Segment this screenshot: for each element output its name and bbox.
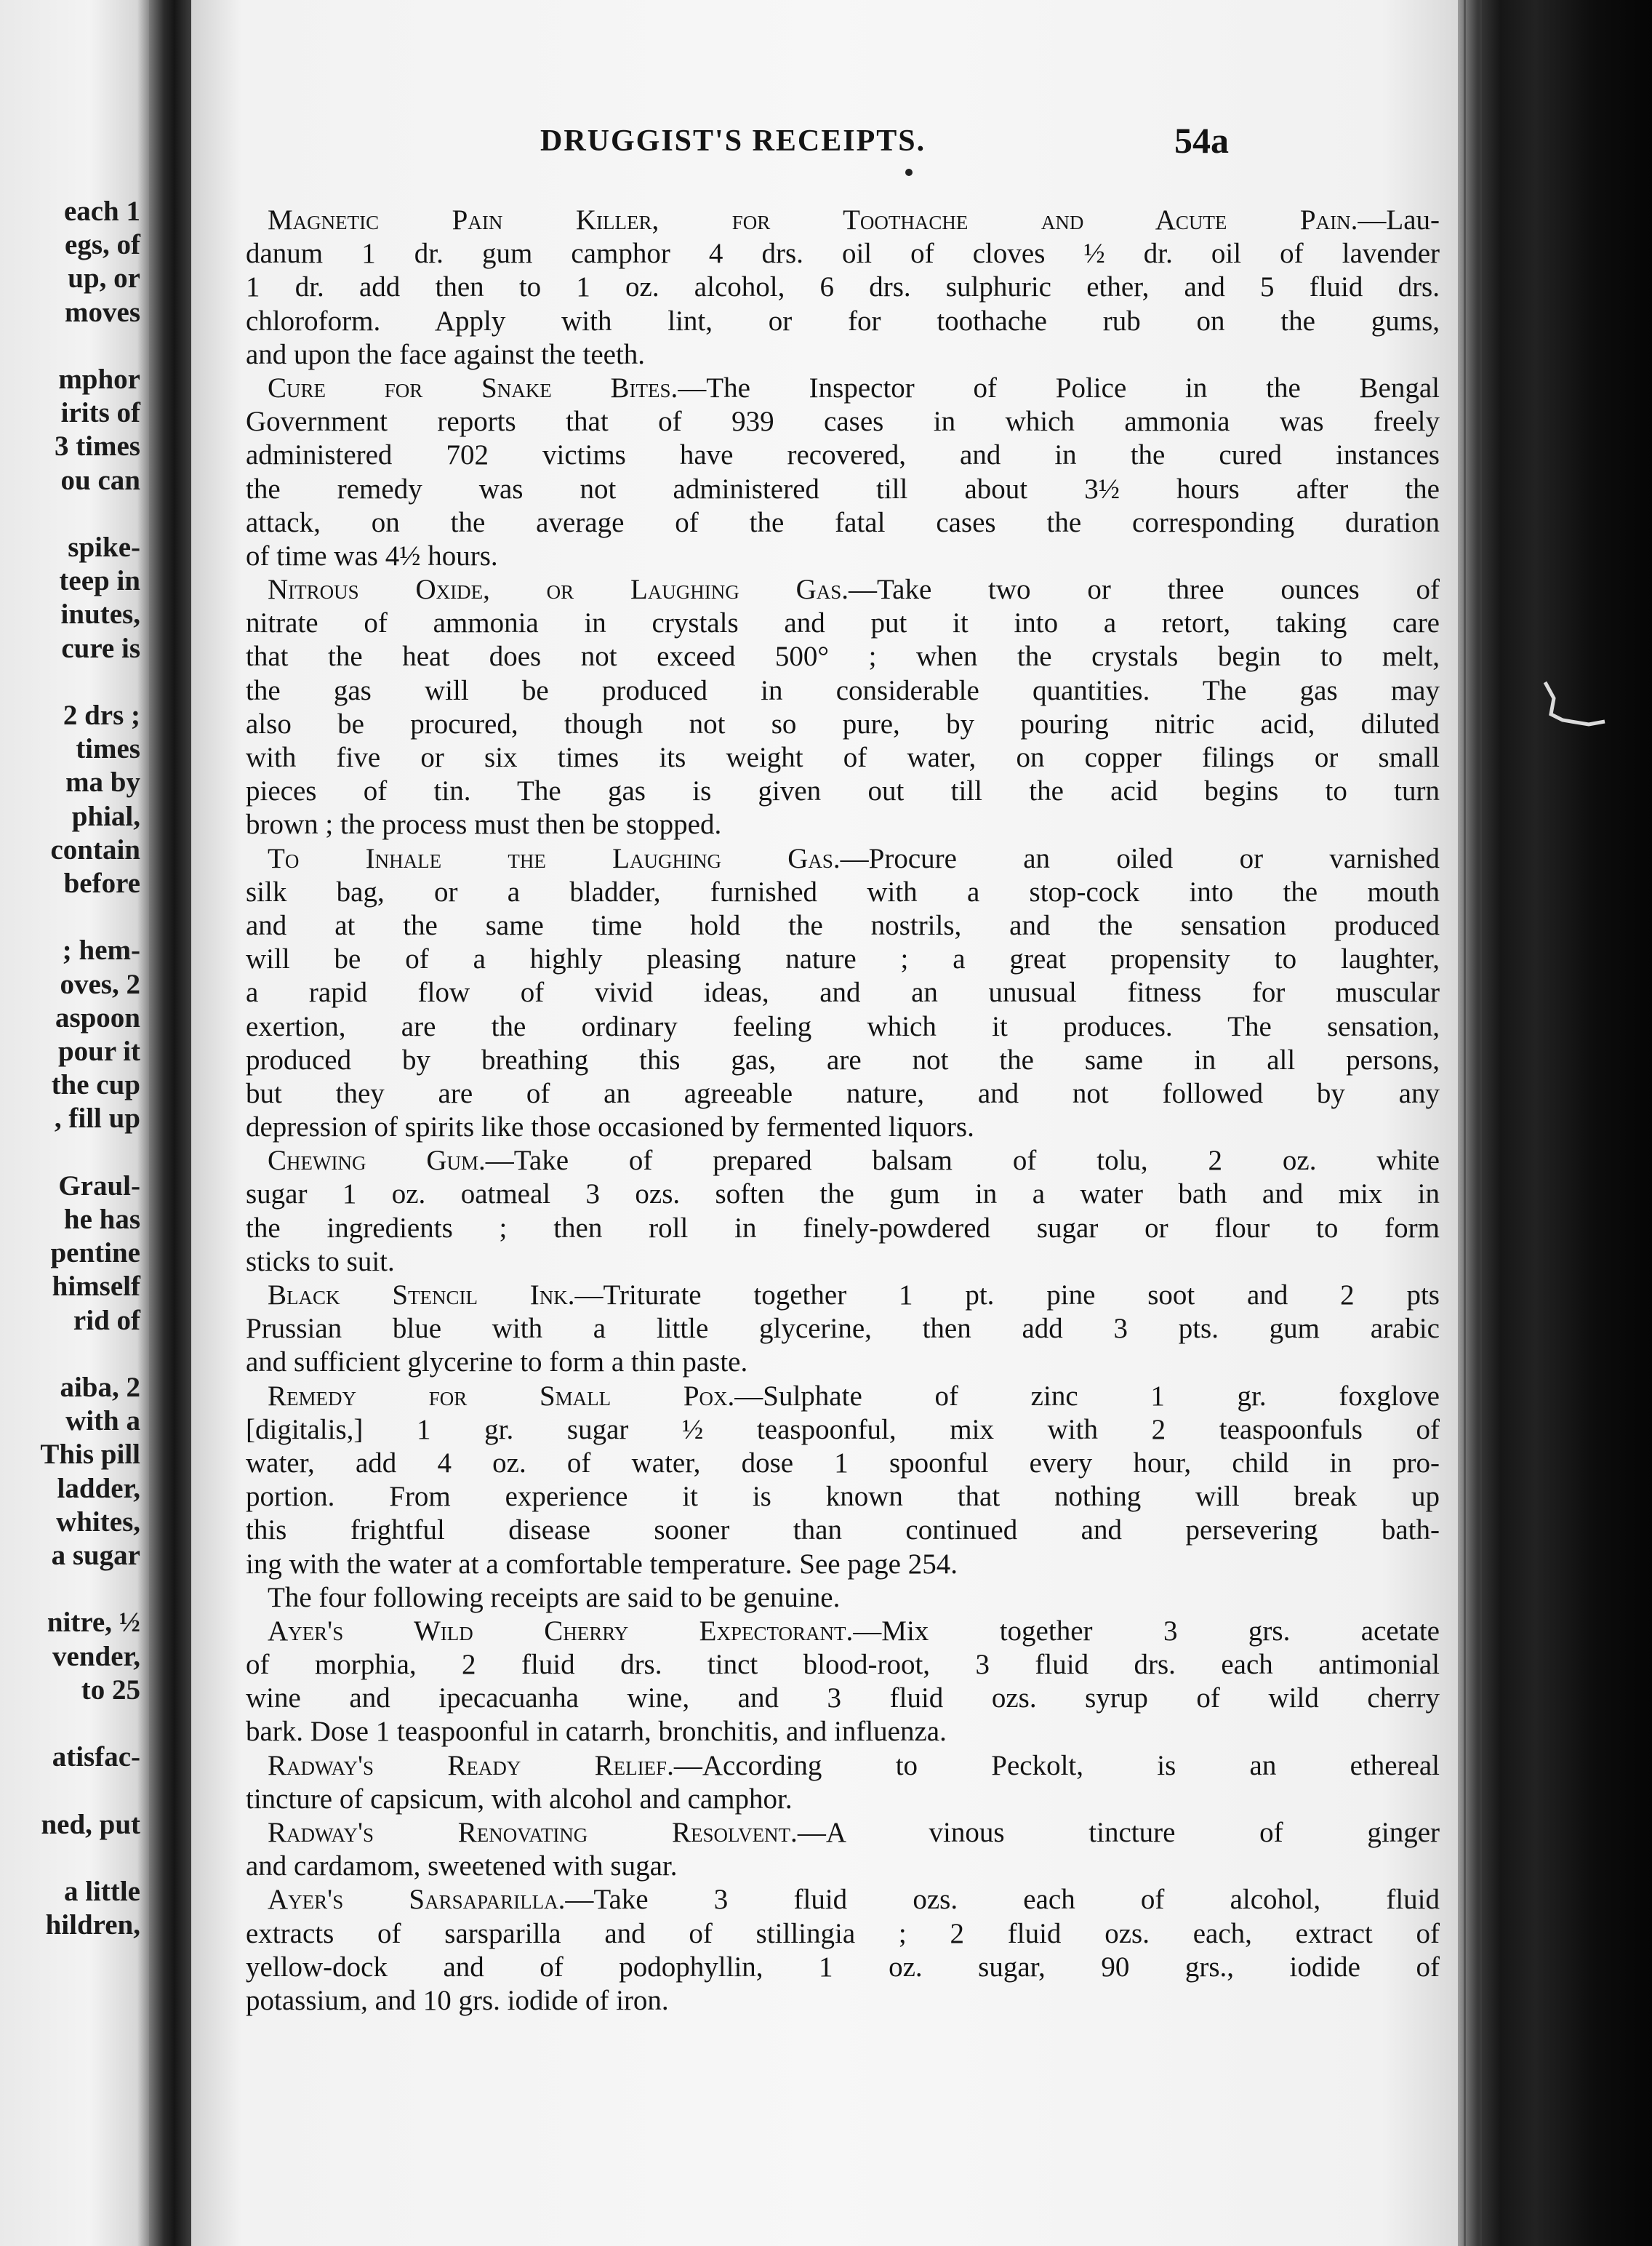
recipe-title: Radway's Ready Relief. (268, 1749, 674, 1781)
line-text: Government reports that of 939 cases in which ammonia was freely (246, 406, 1440, 438)
left-page-fragment: nitre, ½ (47, 1607, 140, 1639)
left-page-fragment: This pill (40, 1439, 140, 1471)
recipe-title: Radway's Renovating Resolvent. (268, 1817, 798, 1848)
recipe-heading-line (246, 1615, 1440, 1648)
line-text: Prussian blue with a little glycerine, then add 3 pts. gum arabic (246, 1313, 1440, 1345)
body-text-line (246, 1951, 1440, 1984)
left-page-fragment: ned, put (41, 1808, 140, 1840)
left-page-fragment: mphor (58, 364, 140, 395)
left-page-fragment: spike- (68, 532, 140, 563)
left-page-fragment: vender, (52, 1640, 140, 1672)
left-page-fragment: the cup (51, 1069, 140, 1101)
body-text-line (246, 741, 1440, 775)
body-text-line (246, 1548, 1440, 1581)
body-text-line (246, 1715, 1440, 1749)
left-page-fragment: oves, 2 (60, 968, 140, 1000)
line-text: and cardamom, sweetened with sugar. (246, 1850, 678, 1882)
recipe-heading-line (246, 573, 1440, 607)
left-page-fragment: teep in (59, 565, 140, 597)
line-text: attack, on the average of the fatal cases the corresponding duration (246, 506, 1440, 538)
recipe-heading-line (246, 1279, 1440, 1312)
body-text-line (246, 1581, 1440, 1615)
left-page-fragment: with a (65, 1405, 140, 1437)
line-text: sticks to suit. (246, 1245, 395, 1277)
page-number: 54a (1174, 120, 1229, 161)
left-page-fragment: ou can (60, 464, 140, 496)
line-text: chloroform. Apply with lint, or for toothache rub on the gums, (246, 305, 1440, 337)
line-text: but they are of an agreeable nature, and not followed by any (246, 1077, 1440, 1109)
recipe-heading-line (246, 204, 1440, 237)
line-text: the remedy was not administered till about 3½ hours after the (246, 473, 1440, 505)
recipe-title: Magnetic Pain Killer, for Toothache and Acute Pain. (268, 204, 1358, 236)
line-text: potassium, and 10 grs. iodide of iron. (246, 1984, 669, 2016)
left-page-fragment: aspoon (55, 1002, 140, 1034)
body-text-line (246, 1850, 1440, 1883)
line-text: of morphia, 2 fluid drs. tinct blood-root, 3 fluid drs. each antimonial (246, 1649, 1440, 1681)
line-text: —Procure an oiled or varnished (840, 842, 1440, 874)
body-text-line (246, 909, 1440, 943)
page-body-text (246, 204, 1440, 2018)
book-page (191, 0, 1458, 2246)
body-text-line (246, 1648, 1440, 1682)
line-text: —Sulphate of zinc 1 gr. foxglove (734, 1380, 1440, 1412)
body-text-line (246, 943, 1440, 976)
page-stack-edge (1458, 0, 1652, 2246)
recipe-title: Remedy for Small Pox. (268, 1380, 735, 1412)
line-text: portion. From experience it is known that nothing will break up (246, 1481, 1440, 1513)
line-text: silk bag, or a bladder, furnished with a stop-cock into the mouth (246, 876, 1440, 908)
left-page-fragment: atisfac- (52, 1741, 140, 1773)
recipe-title: To Inhale the Laughing Gas. (268, 842, 841, 874)
line-text: the gas will be produced in considerable quantities. The gas may (246, 674, 1440, 706)
line-text: depression of spirits like those occasioned by fermented liquors. (246, 1111, 974, 1143)
body-text-line (246, 439, 1440, 472)
line-text: —Take 3 fluid ozs. each of alcohol, fluid (565, 1884, 1440, 1916)
left-page-fragment: a little (63, 1876, 140, 1907)
line-text: bark. Dose 1 teaspoonful in catarrh, bronchitis, and influenza. (246, 1716, 947, 1748)
recipe-title: Nitrous Oxide, or Laughing Gas. (268, 574, 849, 606)
left-page-fragment: up, or (68, 263, 140, 295)
line-text: danum 1 dr. gum camphor 4 drs. oil of cloves ½ dr. oil of lavender (246, 238, 1440, 270)
line-text: wine and ipecacuanha wine, and 3 fluid ozs. syrup of wild cherry (246, 1682, 1440, 1714)
body-text-line (246, 473, 1440, 506)
line-text: and sufficient glycerine to form a thin paste. (246, 1346, 748, 1378)
line-text: yellow-dock and of podophyllin, 1 oz. sugar, 90 grs., iodide of (246, 1951, 1440, 1983)
left-page-fragment: egs, of (65, 229, 140, 261)
body-text-line (246, 338, 1440, 372)
left-page-fragment: ma by (65, 767, 140, 799)
line-text: sugar 1 oz. oatmeal 3 ozs. soften the gum in a water bath and mix in (246, 1178, 1440, 1210)
body-text-line (246, 1413, 1440, 1447)
recipe-heading-line (246, 1883, 1440, 1917)
line-text: administered 702 victims have recovered, and in the cured instances (246, 439, 1440, 471)
recipe-title: Ayer's Wild Cherry Expectorant. (268, 1615, 854, 1647)
left-page-fragment: Graul- (58, 1170, 140, 1202)
left-page-fragment: contain (50, 834, 140, 866)
left-page-fragment: he has (63, 1204, 140, 1235)
running-header-title: DRUGGIST'S RECEIPTS. (540, 124, 926, 158)
line-text: —Take of prepared balsam of tolu, 2 oz. white (485, 1145, 1440, 1177)
line-text: with five or six times its weight of water, on copper filings or small (246, 742, 1440, 773)
line-text: brown ; the process must then be stopped. (246, 809, 722, 841)
body-text-line (246, 1312, 1440, 1346)
body-text-line (246, 976, 1440, 1010)
body-text-line (246, 405, 1440, 439)
line-text: produced by breathing this gas, are not the same in all persons, (246, 1044, 1440, 1076)
recipe-title: Ayer's Sarsaparilla. (268, 1884, 566, 1916)
body-text-line (246, 1044, 1440, 1077)
body-text-line (246, 775, 1440, 808)
body-text-line (246, 808, 1440, 842)
left-page-fragment: 2 drs ; (63, 700, 140, 731)
line-text: pieces of tin. The gas is given out till the acid begins to turn (246, 775, 1440, 807)
body-text-line (246, 876, 1440, 909)
left-page-fragment: each 1 (63, 196, 140, 227)
header-ink-dot (905, 169, 913, 176)
line-text: —Lau- (1358, 204, 1440, 236)
body-text-line (246, 1111, 1440, 1144)
left-page-fragment: phial, (71, 800, 140, 832)
body-text-line (246, 1245, 1440, 1279)
line-text: a rapid flow of vivid ideas, and an unusual fitness for muscular (246, 977, 1440, 1009)
recipe-heading-line (246, 1380, 1440, 1413)
line-text: —Triturate together 1 pt. pine soot and 2 pts (574, 1279, 1440, 1311)
line-text: that the heat does not exceed 500° ; when the crystals begin to melt, (246, 641, 1440, 673)
running-header (191, 120, 1458, 167)
body-text-line (246, 708, 1440, 741)
margin-pencil-mark (1538, 676, 1611, 742)
line-text: —The Inspector of Police in the Bengal (678, 372, 1440, 404)
book-gutter (149, 0, 191, 2246)
recipe-title: Black Stencil Ink. (268, 1279, 575, 1311)
recipe-heading-line (246, 1816, 1440, 1850)
line-text: the ingredients ; then roll in finely-powdered sugar or flour to form (246, 1212, 1440, 1244)
body-text-line (246, 1917, 1440, 1951)
line-text: also be procured, though not so pure, by pouring nitric acid, diluted (246, 708, 1440, 740)
line-text: —According to Peckolt, is an ethereal (673, 1749, 1440, 1781)
left-page-fragment: before (63, 868, 140, 899)
body-text-line (246, 305, 1440, 338)
left-page-fragment: inutes, (60, 599, 140, 631)
left-page-fragment: a sugar (51, 1540, 140, 1571)
left-page-fragment: 3 times (54, 431, 140, 463)
line-text: —Take two or three ounces of (849, 574, 1440, 606)
body-text-line (246, 1346, 1440, 1379)
page-edge-line (1480, 0, 1482, 2246)
line-text: and upon the face against the teeth. (246, 338, 646, 370)
left-page-fragment: , fill up (54, 1103, 140, 1135)
line-text: —Mix together 3 grs. acetate (853, 1615, 1440, 1647)
recipe-title: Chewing Gum. (268, 1145, 486, 1177)
left-page-fragment: times (76, 733, 140, 765)
line-text: water, add 4 oz. of water, dose 1 spoonful every hour, child in pro- (246, 1447, 1440, 1479)
line-text: of time was 4½ hours. (246, 540, 498, 572)
body-text-line (246, 1480, 1440, 1514)
body-text-line (246, 1077, 1440, 1111)
recipe-title: Cure for Snake Bites. (268, 372, 678, 404)
recipe-heading-line (246, 1144, 1440, 1178)
body-text-line (246, 1783, 1440, 1816)
body-text-line (246, 506, 1440, 540)
left-page-fragment: cure is (61, 632, 140, 664)
body-text-line (246, 607, 1440, 640)
line-text: [digitalis,] 1 gr. sugar ½ teaspoonful, mix with 2 teaspoonfuls of (246, 1413, 1440, 1445)
body-text-line (246, 1010, 1440, 1044)
body-text-line (246, 1178, 1440, 1211)
line-text: this frightful disease sooner than continued and persevering bath- (246, 1514, 1440, 1546)
recipe-heading-line (246, 842, 1440, 876)
left-page-fragment: ladder, (57, 1472, 140, 1504)
line-text: extracts of sarsparilla and of stillingia ; 2 fluid ozs. each, extract of (246, 1917, 1440, 1949)
body-text-line (246, 674, 1440, 708)
left-page-fragment: pentine (50, 1237, 140, 1269)
body-text-line (246, 271, 1440, 304)
line-text: nitrate of ammonia in crystals and put it into a retort, taking care (246, 607, 1440, 639)
body-text-line (246, 1212, 1440, 1245)
previous-page-edge (0, 0, 149, 2246)
left-page-fragment: himself (52, 1271, 140, 1303)
page-edge-line (1464, 0, 1466, 2246)
line-text: will be of a highly pleasing nature ; a great propensity to laughter, (246, 943, 1440, 975)
body-text-line (246, 1682, 1440, 1715)
line-text: The four following receipts are said to be genuine. (268, 1581, 841, 1613)
body-text-line (246, 540, 1440, 573)
line-text: and at the same time hold the nostrils, and the sensation produced (246, 909, 1440, 941)
left-page-fragment: irits of (60, 397, 140, 429)
body-text-line (246, 1514, 1440, 1547)
body-text-line (246, 640, 1440, 674)
left-page-fragment: aiba, 2 (60, 1372, 140, 1403)
body-text-line (246, 1984, 1440, 2018)
body-text-line (246, 1447, 1440, 1480)
left-page-fragment: ; hem- (62, 935, 140, 967)
line-text: exertion, are the ordinary feeling which it produces. The sensation, (246, 1010, 1440, 1042)
recipe-heading-line (246, 1749, 1440, 1783)
line-text: tincture of capsicum, with alcohol and camphor. (246, 1783, 793, 1815)
recipe-heading-line (246, 372, 1440, 405)
line-text: ing with the water at a comfortable temperature. See page 254. (246, 1548, 958, 1580)
left-page-fragment: pour it (57, 1036, 140, 1067)
left-page-fragment: rid of (73, 1304, 140, 1336)
left-page-fragment: hildren, (45, 1909, 140, 1941)
body-text-line (246, 237, 1440, 271)
left-page-fragment: to 25 (81, 1674, 140, 1706)
left-page-fragment: whites, (56, 1506, 140, 1538)
line-text: 1 dr. add then to 1 oz. alcohol, 6 drs. sulphuric ether, and 5 fluid drs. (246, 271, 1440, 303)
line-text: —A vinous tincture of ginger (797, 1817, 1440, 1848)
left-page-fragment: moves (65, 296, 140, 328)
